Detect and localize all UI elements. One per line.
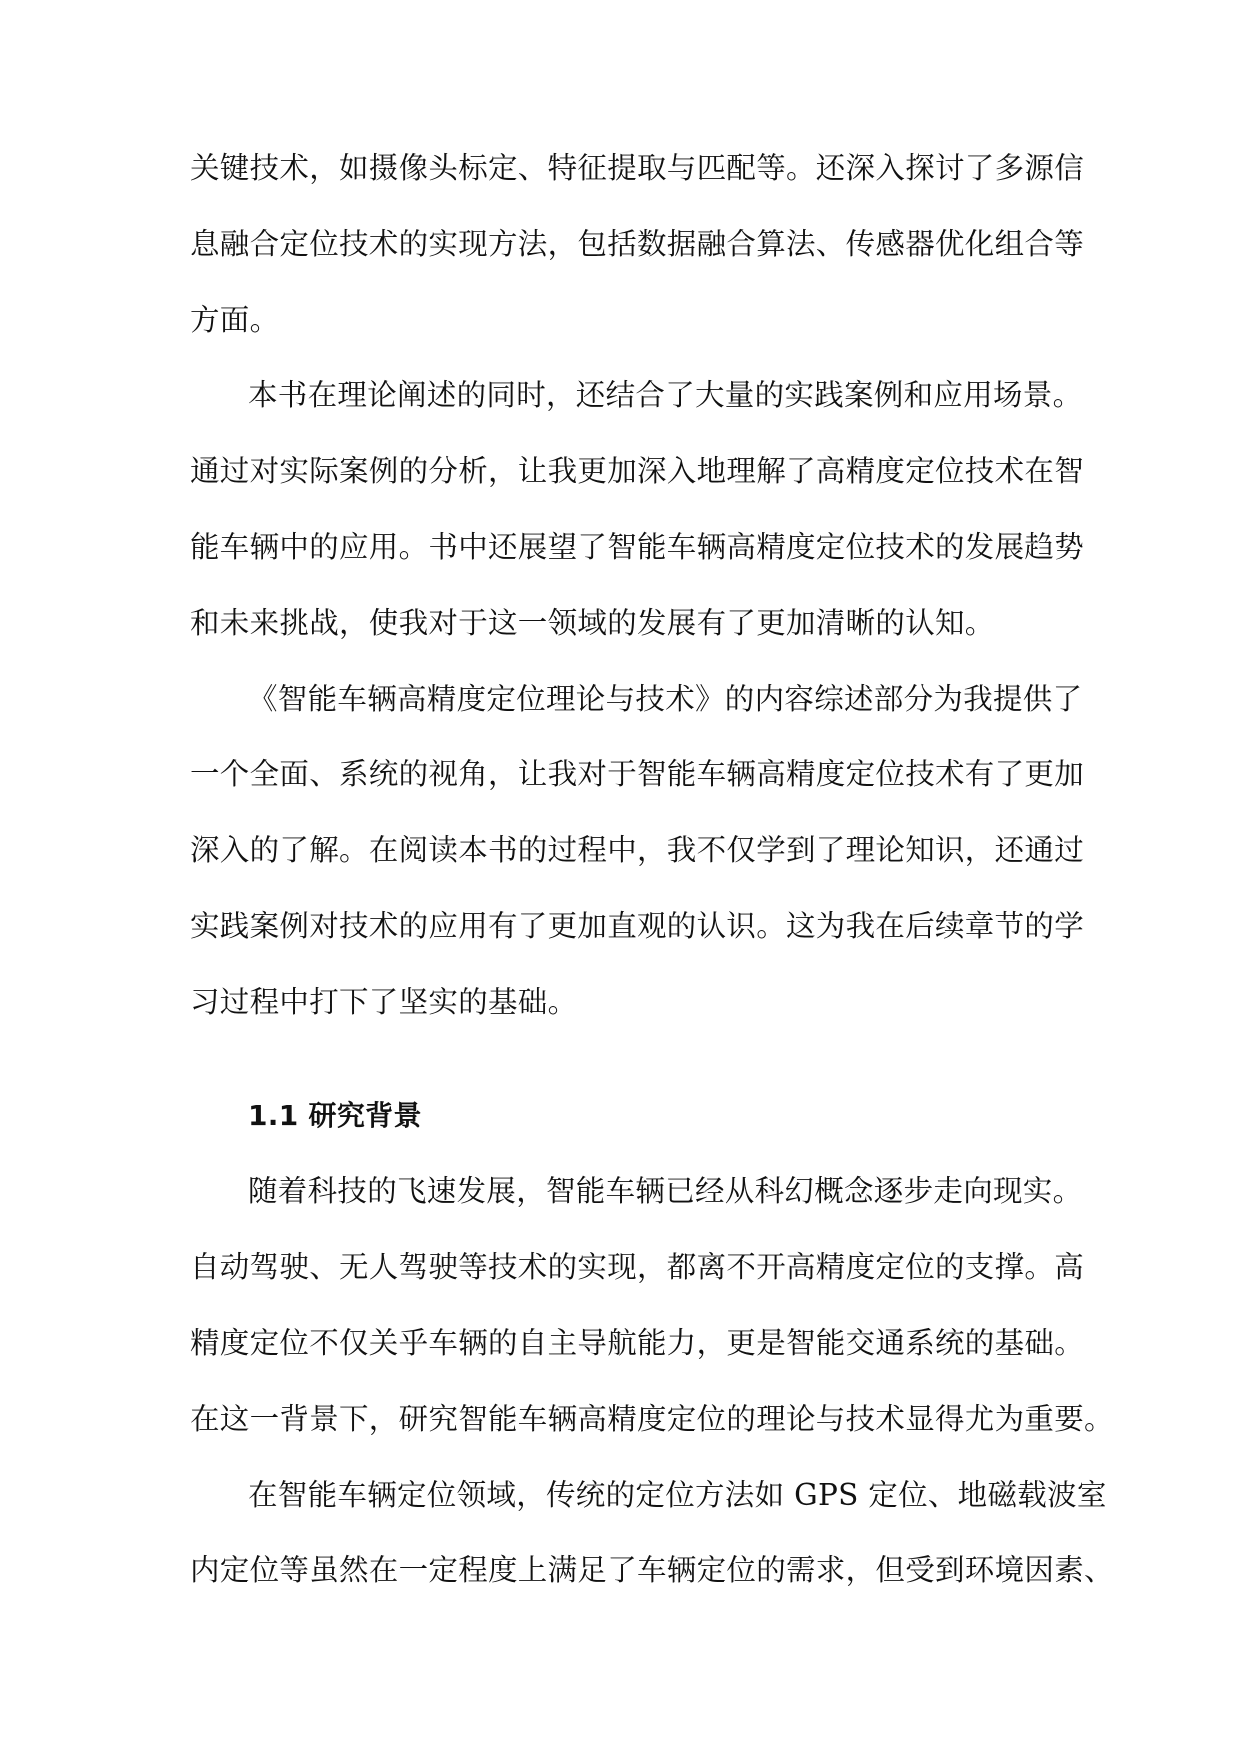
paragraph-line: 本书在理论阐述的同时，还结合了大量的实践案例和应用场景。	[248, 378, 1083, 413]
paragraph-line: 自动驾驶、无人驾驶等技术的实现，都离不开高精度定位的支撑。高	[190, 1250, 1085, 1285]
paragraph-line: 关键技术，如摄像头标定、特征提取与匹配等。还深入探讨了多源信	[190, 151, 1085, 185]
paragraph-line: 实践案例对技术的应用有了更加直观的认识。这为我在后续章节的学	[190, 908, 1085, 943]
paragraph-line: 精度定位不仅关乎车辆的自主导航能力，更是智能交通系统的基础。	[190, 1325, 1085, 1360]
paragraph-line: 一个全面、系统的视角，让我对于智能车辆高精度定位技术有了更加	[190, 757, 1085, 792]
paragraph-line: 随着科技的飞速发展，智能车辆已经从科幻概念逐步走向现实。	[248, 1174, 1083, 1209]
paragraph-line: 息融合定位技术的实现方法，包括数据融合算法、传感器优化组合等	[190, 226, 1085, 261]
section-heading: 1.1 研究背景	[248, 1098, 422, 1132]
paragraph-line: 和未来挑战，使我对于这一领域的发展有了更加清晰的认知。	[190, 605, 995, 640]
document-body	[190, 150, 1114, 1628]
paragraph-line: 能车辆中的应用。书中还展望了智能车辆高精度定位技术的发展趋势	[190, 529, 1085, 564]
paragraph-line: 在智能车辆定位领域，传统的定位方法如 GPS 定位、地磁载波室	[248, 1477, 1107, 1512]
paragraph-line: 在这一背景下，研究智能车辆高精度定位的理论与技术显得尤为重要。	[190, 1401, 1114, 1436]
paragraph-line: 内定位等虽然在一定程度上满足了车辆定位的需求，但受到环境因素、	[190, 1553, 1114, 1588]
paragraph-line: 《智能车辆高精度定位理论与技术》的内容综述部分为我提供了	[248, 681, 1083, 716]
paragraph-line: 深入的了解。在阅读本书的过程中，我不仅学到了理论知识，还通过	[190, 833, 1085, 868]
paragraph-line: 方面。	[190, 302, 280, 337]
paragraph-line: 通过对实际案例的分析，让我更加深入地理解了高精度定位技术在智	[190, 454, 1085, 489]
paragraph-line: 习过程中打下了坚实的基础。	[190, 984, 578, 1019]
